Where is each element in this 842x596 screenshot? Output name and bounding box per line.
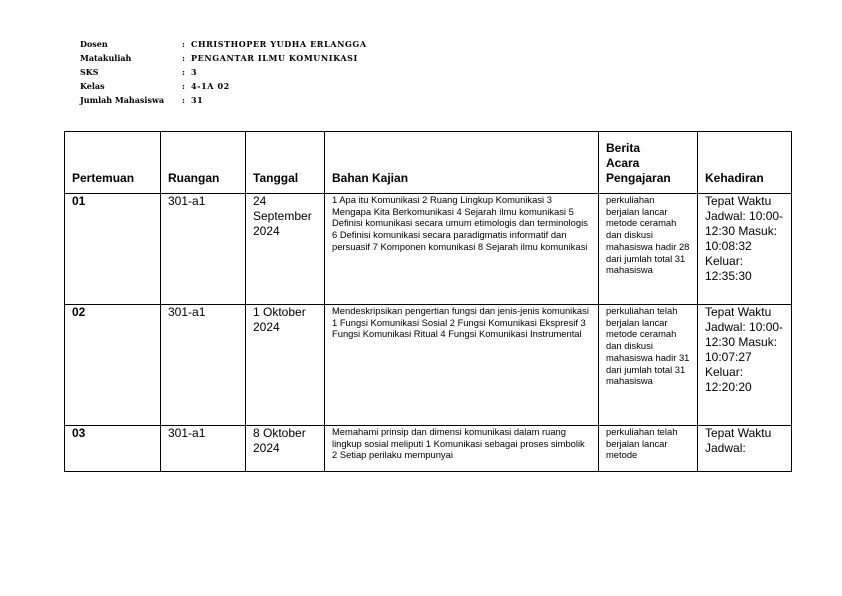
header-kehadiran: Kehadiran: [698, 132, 792, 194]
meta-value: 3: [191, 67, 198, 77]
header-ruangan: Ruangan: [161, 132, 246, 194]
cell-text: perkuliahan telah berjalan lancar metode: [606, 426, 678, 461]
cell-ruangan: 301-a1: [161, 194, 246, 305]
cell-pertemuan: 01: [65, 194, 161, 305]
header-pertemuan: Pertemuan: [65, 132, 161, 194]
table-row: [65, 305, 792, 426]
meta-row-dosen: [80, 37, 367, 51]
cell-ruangan: 301-a1: [161, 305, 246, 426]
meta-value: PENGANTAR ILMU KOMUNIKASI: [191, 53, 358, 63]
table-header-row: [65, 132, 792, 194]
meta-label: SKS: [80, 67, 99, 77]
course-info: [80, 37, 367, 107]
cell-text: 8 Oktober 2024: [253, 426, 306, 455]
cell-kehadiran: Tepat Waktu Jadwal: 10:00-12:30 Masuk: 10:08:32 Keluar: 12:35:30: [698, 194, 792, 305]
meta-label: Dosen: [80, 39, 108, 49]
meta-separator: :: [182, 39, 185, 49]
cell-tanggal: 1 Oktober 2024: [246, 305, 325, 426]
header-berita-line: Acara: [606, 156, 640, 170]
header-berita-line: Berita: [606, 141, 641, 155]
cell-tanggal: [246, 426, 325, 472]
meta-separator: :: [182, 67, 185, 77]
meta-value: 31: [191, 95, 204, 105]
cell-pertemuan: 02: [65, 305, 161, 426]
cell-text: Tepat Waktu Jadwal:: [705, 426, 772, 455]
header-berita-acara: [599, 132, 698, 194]
meta-separator: :: [182, 81, 185, 91]
meta-row-sks: [80, 65, 367, 79]
meta-value: CHRISTHOPER YUDHA ERLANGGA: [191, 39, 367, 49]
cell-ruangan: [161, 426, 246, 472]
meeting-table: [64, 131, 792, 472]
cell-kehadiran: [698, 426, 792, 472]
meta-separator: :: [182, 53, 185, 63]
table-row: [65, 194, 792, 305]
cell-berita-acara: perkuliahan berjalan lancar metode ceramah dan diskusi mahasiswa hadir 28 dari jumlah total 31 mahasiswa: [599, 194, 698, 305]
cell-bahan-kajian: [325, 426, 599, 472]
cell-bahan-kajian: 1 Apa itu Komunikasi 2 Ruang Lingkup Komunikasi 3 Mengapa Kita Berkomunikasi 4 Sejarah ilmu komunikasi 5 Definisi komunikasi secara umum etimologis dan terminologis 6 Definisi komunikasi secara paradigmatis informatif dan persuasif 7 Komponen komunikasi 8 Sejarah ilmu komunikasi: [325, 194, 599, 305]
header-tanggal: Tanggal: [246, 132, 325, 194]
cell-text: 301-a1: [168, 426, 206, 440]
cell-tanggal: 24 September 2024: [246, 194, 325, 305]
meta-row-jumlah-mahasiswa: [80, 93, 367, 107]
meta-label: Kelas: [80, 81, 105, 91]
cell-pertemuan: [65, 426, 161, 472]
meta-value: 4-1A 02: [191, 81, 230, 91]
meta-row-kelas: [80, 79, 367, 93]
cell-text: Memahami prinsip dan dimensi komunikasi dalam ruang lingkup sosial meliputi 1 Komunikasi sebagai proses simbolik 2 Setiap perilaku mempunyai: [332, 426, 585, 461]
meta-row-matakuliah: [80, 51, 367, 65]
header-bahan-kajian: Bahan Kajian: [325, 132, 599, 194]
meta-label: Jumlah Mahasiswa: [80, 95, 165, 105]
cell-kehadiran: Tepat Waktu Jadwal: 10:00-12:30 Masuk: 10:07:27 Keluar: 12:20:20: [698, 305, 792, 426]
meta-separator: :: [182, 95, 185, 105]
cell-bahan-kajian: Mendeskripsikan pengertian fungsi dan jenis-jenis komunikasi 1 Fungsi Komunikasi Sosial 2 Fungsi Komunikasi Ekspresif 3 Fungsi Komunikasi Ritual 4 Fungsi Komunikasi Instrumental: [325, 305, 599, 426]
cell-berita-acara: perkuliahan telah berjalan lancar metode ceramah dan diskusi mahasiswa hadir 31 dari jumlah total 31 mahasiswa: [599, 305, 698, 426]
cell-berita-acara: [599, 426, 698, 472]
cell-text: 03: [72, 426, 86, 440]
meta-label: Matakuliah: [80, 53, 132, 63]
header-berita-line: Pengajaran: [606, 171, 671, 185]
table-row: [65, 426, 792, 472]
